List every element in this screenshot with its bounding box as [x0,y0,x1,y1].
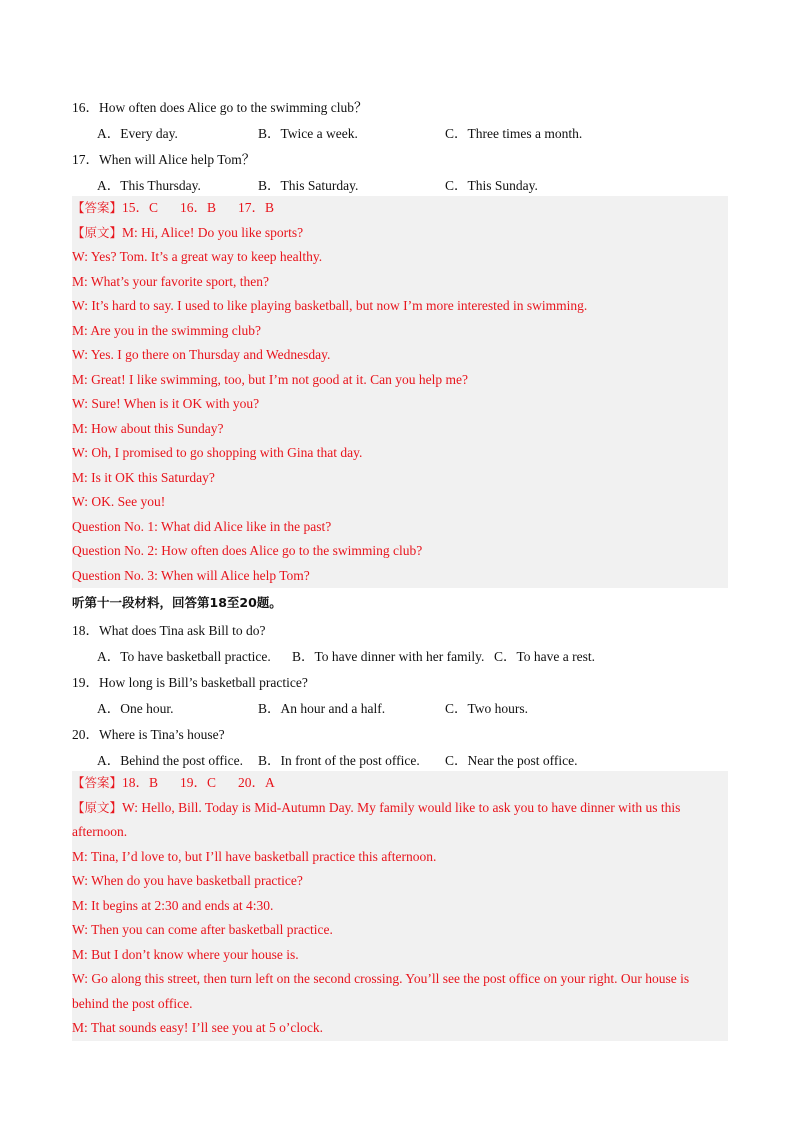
answer-item: 18．B [122,775,159,790]
transcript-line: W: OK. See you! [72,494,166,509]
question-number: 16． [72,100,99,115]
transcript-line: W: Then you can come after basketball practice. [72,922,333,937]
option-a: A．This Thursday. [97,178,201,193]
transcript-line: W: Sure! When is it OK with you? [72,396,260,411]
option-b: B．Twice a week. [258,126,358,141]
option-a: A．Behind the post office. [97,753,243,768]
option-c: C．To have a rest. [494,649,596,664]
answer-label: 【答案】 [72,200,123,215]
answer-block-a [72,196,728,588]
answer-line [72,196,728,221]
question-text: How long is Bill’s basketball practice? [99,675,308,690]
transcript-line: M: How about this Sunday? [72,420,224,436]
option-c: C．Two hours. [445,701,529,716]
transcript-line: W: Go along this street, then turn left on the second crossing. You’ll see the post office on your right. Our house is behind the post office. [72,971,690,1011]
question-text: When will Alice help Tom？ [99,152,256,167]
transcript-line: Question No. 1: What did Alice like in the past? [72,518,332,534]
transcript-line: 【原文】M: Hi, Alice! Do you like sports? [72,224,304,240]
answer-label: 【答案】 [72,775,123,790]
transcript-line: W: It’s hard to say. I used to like playing basketball, but now I’m more interested in swimming. [72,298,588,313]
option-a: A．To have basketball practice. [97,649,271,664]
transcript-line: M: Tina, I’d love to, but I’ll have basketball practice this afternoon. [72,848,437,864]
answer-item: 15．C [122,200,159,215]
transcript-line: Question No. 2: How often does Alice go to the swimming club? [72,543,423,558]
transcript-line: W: Yes. I go there on Thursday and Wednesday. [72,347,331,362]
transcript-line: Question No. 3: When will Alice help Tom? [72,567,310,583]
transcript-label: 【原文】 [72,799,123,815]
option-b: B．In front of the post office. [258,753,420,768]
question-number: 18． [72,623,99,638]
question-text: How often does Alice go to the swimming club？ [99,100,368,115]
question-text: What does Tina ask Bill to do? [99,623,266,638]
transcript-line: 【原文】W: Hello, Bill. Today is Mid-Autumn Day. My family would like to ask you to have dinner with us this afternoon. [72,799,681,839]
question-17 [72,148,255,168]
question-text: Where is Tina’s house? [99,727,225,742]
option-c: C．Near the post office. [445,753,578,768]
answer-item: 19．C [180,775,217,790]
question-number: 20． [72,727,99,742]
answer-item: 16．B [180,200,217,215]
answer-block-b [72,771,728,1041]
transcript-line: M: Is it OK this Saturday? [72,469,215,485]
answer-item: 17．B [238,200,275,215]
question-number: 17． [72,152,99,167]
transcript-line: M: Great! I like swimming, too, but I’m not good at it. Can you help me? [72,371,468,387]
option-b: B．This Saturday. [258,178,359,193]
option-a: A．Every day. [97,126,178,141]
transcript-line: M: But I don’t know where your house is. [72,946,299,962]
transcript-line: M: That sounds easy! I’ll see you at 5 o’clock. [72,1020,323,1035]
answer-item: 20．A [238,775,275,790]
transcript-line: W: When do you have basketball practice? [72,873,303,888]
transcript-line: W: Yes? Tom. It’s a great way to keep healthy. [72,249,323,264]
transcript-line: M: What’s your favorite sport, then? [72,273,269,289]
option-b: B．An hour and a half. [258,701,386,716]
transcript-line: M: It begins at 2:30 and ends at 4:30. [72,897,274,913]
option-c: C．Three times a month. [445,126,583,141]
question-19 [72,671,308,691]
question-18 [72,619,266,639]
transcript-line: M: Are you in the swimming club? [72,322,261,338]
question-number: 19． [72,675,99,690]
transcript-label: 【原文】 [72,224,123,240]
option-c: C．This Sunday. [445,178,538,193]
question-16 [72,96,367,116]
option-a: A．One hour. [97,701,174,716]
answer-line [72,771,728,796]
question-20 [72,723,225,743]
transcript-line: W: Oh, I promised to go shopping with Gina that day. [72,445,363,460]
section-heading: 听第十一段材料，回答第18至20题。 [72,595,282,610]
option-b: B．To have dinner with her family. [292,649,485,664]
